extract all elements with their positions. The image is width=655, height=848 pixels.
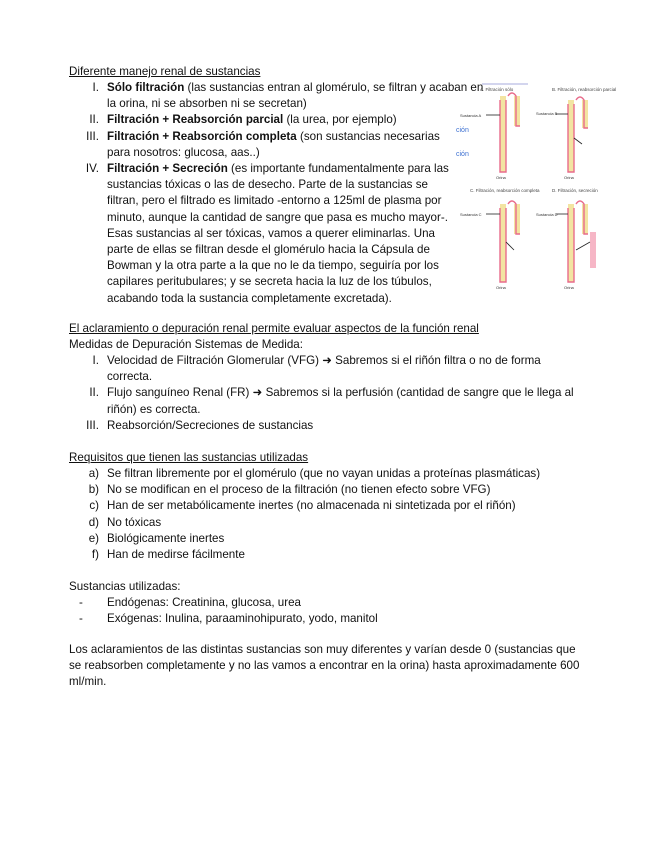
item-text: Exógenas: Inulina, paraaminohipurato, yodo, manitol — [107, 612, 378, 626]
panel-d-label: D. Filtración, secreción — [552, 188, 598, 193]
substance-d-label: Sustancia D — [536, 212, 558, 217]
section4-title: Sustancias utilizadas: — [69, 580, 181, 593]
item-text: Velocidad de Filtración Glomerular (VFG) ➜ Sabremos si el riñón filtra o no de forma correcta. — [107, 354, 541, 384]
section3-title: Requisitos que tienen las sustancias utilizadas — [69, 451, 309, 464]
item-bold: Filtración + Reabsorción parcial — [107, 113, 284, 127]
item-text: Han de ser metabólicamente inertes (no almacenada ni sintetizada por el riñón) — [107, 499, 516, 513]
item-text: Biológicamente inertes — [107, 531, 225, 545]
list-marker: e) — [88, 531, 99, 545]
closing-paragraph: Los aclaramientos de las distintas sustancias son muy diferentes y varían desde 0 (sustancias que se reabsorben completamente y no las vamos a encontrar en la orina) hasta aproximadamente 600 ml/min. — [69, 643, 580, 689]
nephron-diagram — [456, 82, 617, 292]
substance-c-label: Sustancia C — [460, 212, 482, 217]
urine-label-c: Orina — [496, 285, 506, 290]
urine-label-a: Orina — [496, 175, 506, 180]
peritubular-capillary-d — [590, 232, 596, 268]
list-marker: II. — [89, 386, 99, 400]
list-marker: - — [79, 596, 83, 609]
list-marker: III. — [86, 129, 99, 143]
list-item — [69, 385, 587, 417]
list-item — [69, 611, 378, 627]
list-marker: - — [79, 612, 83, 626]
list-marker: II. — [89, 113, 99, 127]
item-bold: Sólo filtración — [107, 81, 185, 94]
item-text: Reabsorción/Secreciones de sustancias — [107, 418, 314, 432]
panel-c-label: C. Filtración, reabsorción completa — [470, 188, 540, 193]
urine-label-d: Orina — [564, 285, 574, 290]
list-marker: a) — [88, 467, 99, 480]
list-item — [69, 531, 607, 547]
panel-b-label: B. Filtración, reabsorción parcial — [552, 87, 617, 92]
list-marker: f) — [91, 548, 99, 562]
tubule-d — [568, 204, 574, 282]
item-bold: Filtración + Secreción — [107, 162, 228, 176]
filtration-list — [69, 80, 487, 307]
list-marker: III. — [86, 418, 99, 432]
substances-list — [69, 595, 378, 627]
list-item — [69, 498, 607, 514]
list-marker: d) — [88, 515, 99, 529]
list-marker: I. — [92, 354, 99, 367]
side-text-1: ción — [456, 127, 469, 134]
list-item — [69, 466, 607, 482]
list-item — [69, 547, 607, 563]
item-text: Flujo sanguíneo Renal (FR) ➜ Sabremos si la perfusión (cantidad de sangre que le llega al riñón) es correcta. — [107, 386, 574, 416]
list-marker: c) — [89, 499, 99, 513]
item-text: (la urea, por ejemplo) — [283, 113, 397, 127]
list-item — [69, 418, 587, 434]
tubule-b — [568, 100, 574, 172]
substance-b-label: Sustancia B — [536, 111, 558, 116]
section1-title: Diferente manejo renal de sustancias — [69, 65, 261, 78]
item-text: Endógenas: Creatinina, glucosa, urea — [107, 596, 302, 609]
section2-subtitle: Medidas de Depuración Sistemas de Medida: — [69, 338, 303, 351]
list-item — [69, 515, 607, 531]
item-text: (son sustancias necesarias para nosotros: glucosa, aas..) — [107, 129, 440, 159]
list-marker: IV. — [85, 162, 99, 176]
item-text: Se filtran libremente por el glomérulo (que no vayan unidas a proteínas plasmáticas) — [107, 467, 541, 480]
requirements-list — [69, 466, 607, 563]
list-item — [69, 595, 378, 611]
measurement-list — [69, 353, 587, 434]
list-marker: b) — [88, 483, 99, 497]
list-item — [69, 80, 487, 112]
urine-label-b: Orina — [564, 175, 574, 180]
item-text: (es importante fundamentalmente para las sustancias tóxicas o las de desecho. Parte de la sustancias se filtran, pero el filtrado es limitado -entorno a 125ml de plasma por minuto, aunque la cantidad de sangre que pasa es mucho mayor-. Esas sustancias al ser tóxicas, vamos a querer eliminarlas. Una parte de ellas se filtran desde el glomérulo hacia la Cápsula de Bowman y la otra parte a la que no le da tiempo, seguiría por los capilares peritubulares; y se secreta hacia la luz de los túbulos, acabando toda la sustancia completamente excretada). — [107, 162, 449, 305]
list-item — [69, 353, 587, 385]
list-item — [69, 482, 607, 498]
list-item — [69, 161, 487, 307]
tubule-c — [500, 204, 506, 282]
substance-a-label: Sustancia A — [460, 113, 482, 118]
panel-a-label: A. Filtración sólo — [480, 87, 514, 92]
item-text: (las sustancias entran al glomérulo, se filtran y acaban en la orina, ni se absorben ni se secretan) — [107, 81, 484, 111]
item-text: No tóxicas — [107, 515, 162, 529]
list-item — [69, 129, 487, 161]
list-marker: I. — [92, 81, 99, 94]
side-text-2: ción — [456, 151, 469, 158]
item-text: Han de medirse fácilmente — [107, 548, 245, 562]
section2-title: El aclaramiento o depuración renal permite evaluar aspectos de la función renal — [69, 322, 479, 335]
tubule-a — [500, 96, 506, 172]
item-text: No se modifican en el proceso de la filtración (no tienen efecto sobre VFG) — [107, 483, 491, 497]
item-bold: Filtración + Reabsorción completa — [107, 129, 297, 143]
list-item — [69, 112, 487, 128]
